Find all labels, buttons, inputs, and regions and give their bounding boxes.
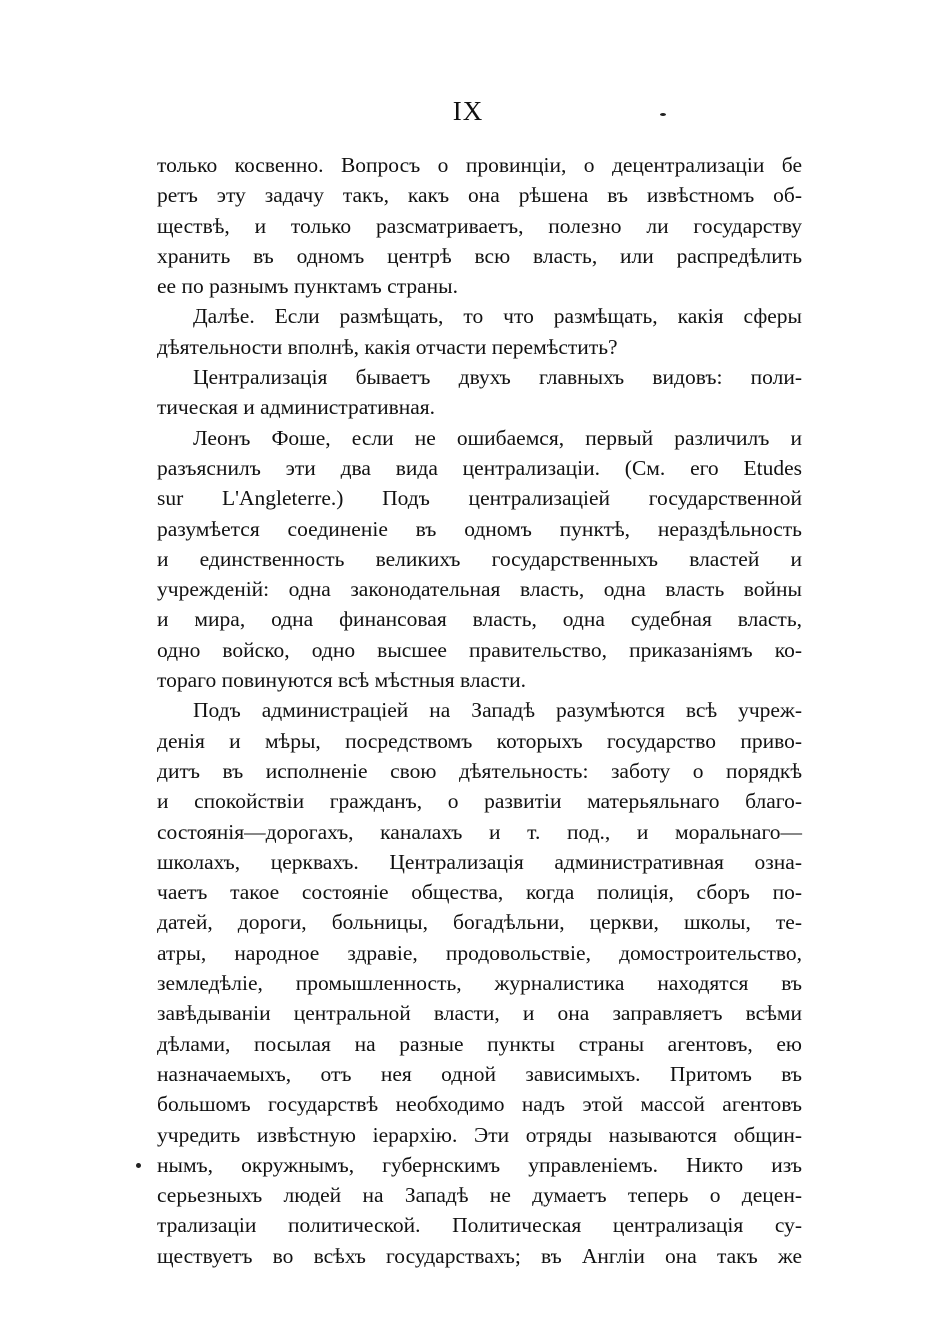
text-line: назначаемыхъ, отъ нея одной зависимыхъ. Притомъ въ xyxy=(157,1061,802,1086)
text-line: учрежденій: одна законодательная власть, одна власть войны xyxy=(157,577,802,602)
text-line: хранить въ одномъ центрѣ всю власть, или распредѣлить xyxy=(157,243,802,268)
text-line: ществѣ, и только разсматриваетъ, полезно ли государству xyxy=(157,213,802,238)
text-line: школахъ, церквахъ. Централизація административная озна- xyxy=(157,849,802,874)
text-line: атры, народное здравіе, продовольствіе, домостроительство, xyxy=(157,940,802,965)
page-number: IX xyxy=(452,96,484,126)
text-line: тораго повинуются всѣ мѣстныя власти. xyxy=(157,668,526,693)
text-line: только косвенно. Вопросъ о провинціи, о децентрализаціи бе xyxy=(157,153,802,177)
text-line: ее по разнымъ пунктамъ страны. xyxy=(157,274,458,299)
body-text xyxy=(157,150,802,1271)
text-line: дѣлами, посылая на разные пункты страны агентовъ, ею xyxy=(157,1031,802,1056)
text-line: Леонъ Фоше, если не ошибаемся, первый различилъ и xyxy=(193,425,802,450)
text-line: трализаціи политической. Политическая централизація су- xyxy=(157,1213,802,1238)
text-line: sur L'Angleterre.) Подъ централизаціей государственной xyxy=(157,486,802,511)
text-line: и спокойствіи гражданъ, о развитіи матерьяльнаго благо- xyxy=(157,789,802,814)
text-line: разъяснилъ эти два вида централизаціи. (См. его Etudes xyxy=(157,455,802,480)
text-line: и единственность великихъ государственныхъ властей и xyxy=(157,546,802,571)
ink-speck xyxy=(136,1163,141,1168)
text-line: одно войско, одно высшее правительство, приказаніямъ ко- xyxy=(157,637,802,662)
text-line: дѣятельности вполнѣ, какія отчасти перемѣстить? xyxy=(157,334,618,359)
text-line: дитъ въ исполненіе свою дѣятельность: заботу о порядкѣ xyxy=(157,758,802,783)
text-line: Подъ администраціей на Западѣ разумѣются всѣ учреж- xyxy=(193,698,802,723)
text-line: земледѣліе, промышленность, журналистика находятся въ xyxy=(157,971,802,996)
text-line: денія и мѣры, посредствомъ которыхъ государство приво- xyxy=(157,728,802,753)
text-line: ретъ эту задачу такъ, какъ она рѣшена въ извѣстномъ об- xyxy=(157,183,802,208)
text-line: нымъ, окружнымъ, губернскимъ управленіемъ. Никто изъ xyxy=(157,1152,802,1177)
ink-speck xyxy=(660,113,666,116)
text-line: Далѣе. Если размѣщать, то что размѣщать, какія сферы xyxy=(193,304,802,329)
text-line: разумѣется соединеніе въ одномъ пунктѣ, нераздѣльность xyxy=(157,516,802,541)
text-line: Централизація бываетъ двухъ главныхъ видовъ: поли- xyxy=(193,365,802,390)
text-line: ществуетъ во всѣхъ государствахъ; въ Англіи она такъ же xyxy=(157,1243,802,1268)
text-line: серьезныхъ людей на Западѣ не думаетъ теперь о децен- xyxy=(157,1183,802,1208)
text-line: и мира, одна финансовая власть, одна судебная власть, xyxy=(157,607,802,632)
text-line: большомъ государствѣ необходимо надъ этой массой агентовъ xyxy=(157,1092,802,1117)
text-line: датей, дороги, больницы, богадѣльни, церкви, школы, те- xyxy=(157,910,802,935)
text-line: состоянія—дорогахъ, каналахъ и т. под., и моральнаго— xyxy=(157,819,802,844)
text-line: учредить извѣстную іерархію. Эти отряды называются общин- xyxy=(157,1122,802,1147)
text-line: тическая и административная. xyxy=(157,395,436,420)
text-line: завѣдываніи центральной власти, и она заправляетъ всѣми xyxy=(157,1001,802,1026)
text-line: чаетъ такое состояніе общества, когда полиція, сборъ по- xyxy=(157,880,802,905)
